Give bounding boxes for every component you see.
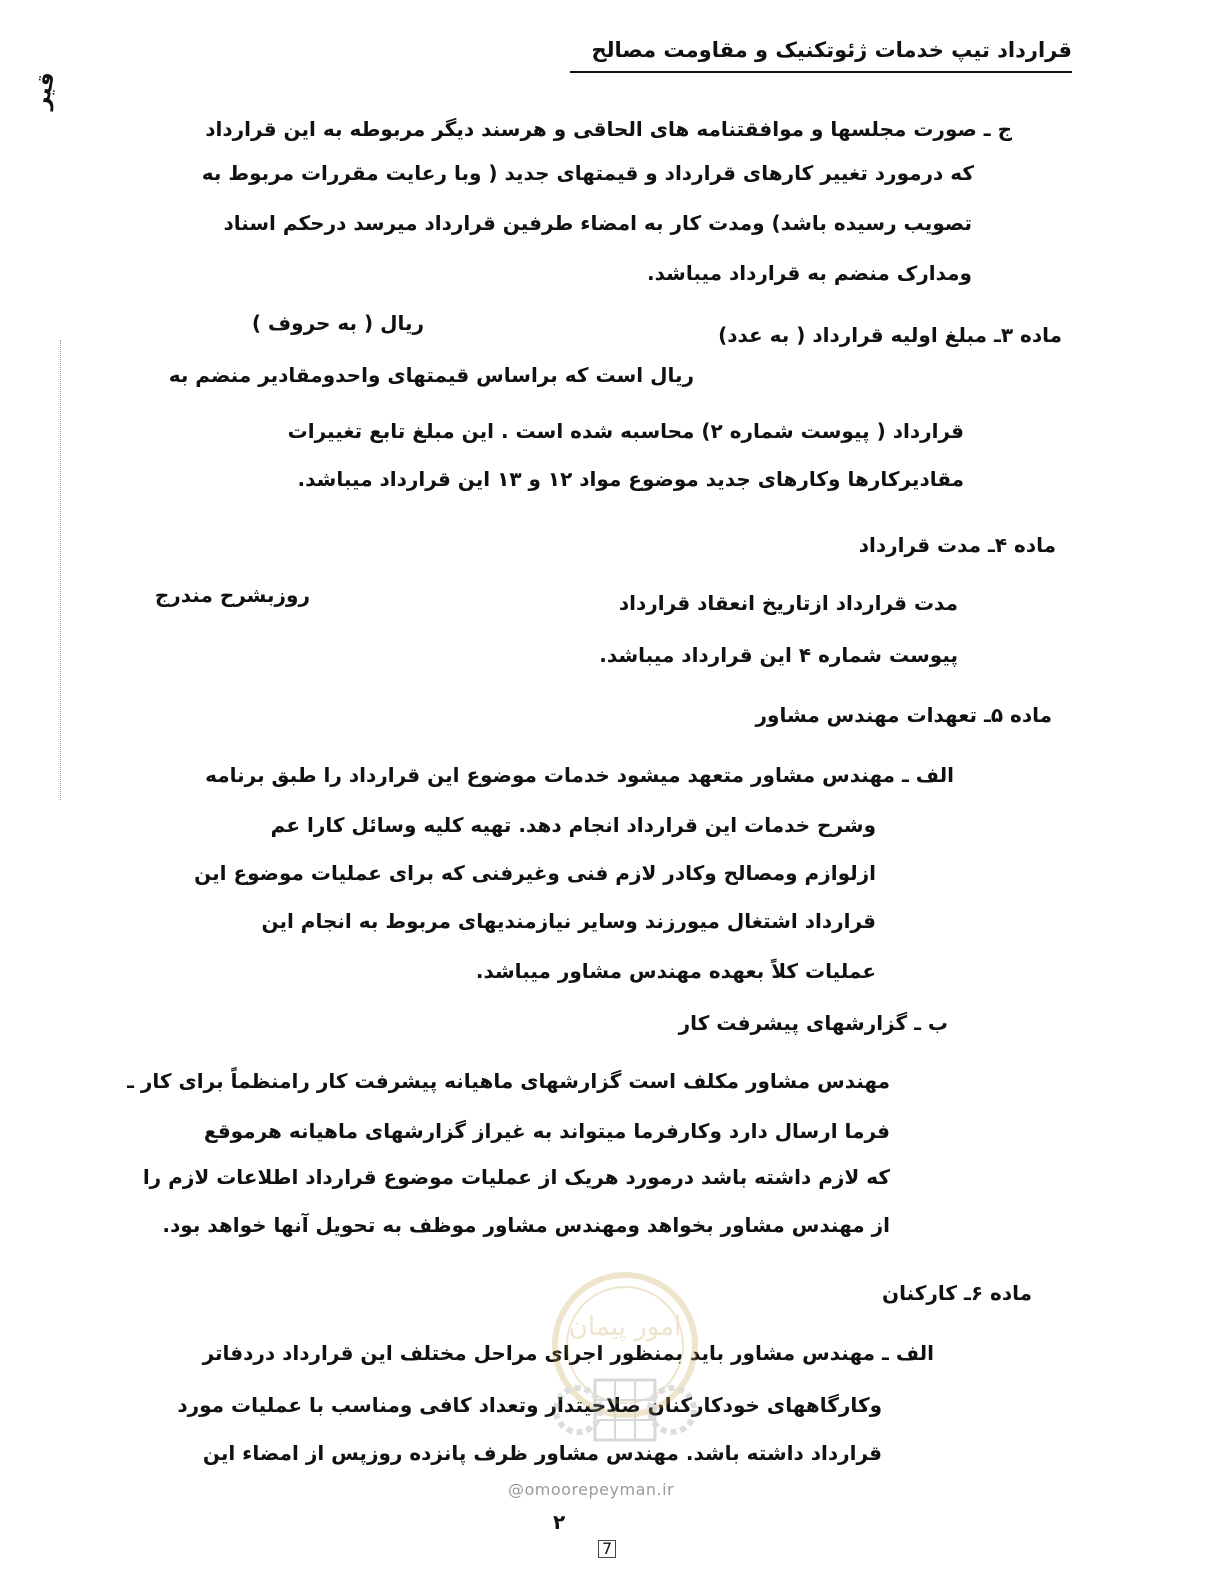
page-number: ۲ xyxy=(553,1510,566,1534)
text-line: ریال ( به حروف ) xyxy=(251,311,424,335)
text-line: ریال است که براساس قیمتهای واحدومقادیر منضم به xyxy=(168,363,694,387)
text-line: قرارداد اشتغال میورزند وسایر نیازمندیهای مربوط به انجام این xyxy=(261,909,876,933)
text-line: که لازم داشته باشد درمورد هریک از عملیات موضوع قرارداد اطلاعات لازم را xyxy=(142,1165,890,1189)
text-line: عملیات کلاً بعهده مهندس مشاور میباشد. xyxy=(475,959,876,983)
article-heading: ماده ۵ـ تعهدات مهندس مشاور xyxy=(755,703,1052,727)
header-underline xyxy=(570,71,1072,73)
text-line: روزبشرح مندرج xyxy=(154,583,310,607)
text-line: پیوست شماره ۴ این قرارداد میباشد. xyxy=(599,643,958,667)
text-line: مدت قرارداد ازتاریخ انعقاد قرارداد xyxy=(618,591,958,615)
sub-heading: ب ـ گزارشهای پیشرفت کار xyxy=(678,1011,948,1035)
text-line: که درمورد تغییر کارهای قرارداد و قیمتهای جدید ( وبا رعایت مقررات مربوط به xyxy=(201,161,974,185)
margin-handwritten-mark: قیر xyxy=(29,70,61,111)
article-heading: ماده ۴ـ مدت قرارداد xyxy=(858,533,1056,557)
text-line: قرارداد داشته باشد. مهندس مشاور ظرف پانزده روزپس از امضاء این xyxy=(202,1441,882,1465)
page-number-boxed: 7 xyxy=(598,1540,616,1558)
watermark-logo xyxy=(540,1260,710,1490)
document-header-title: قرارداد تیپ خدمات ژئوتکنیک و مقاومت مصالح xyxy=(591,38,1072,62)
text-line: ج ـ صورت مجلسها و موافقتنامه های الحاقی و هرسند دیگر مربوطه به این قرارداد xyxy=(205,117,1012,141)
watermark-site: @omoorepeyman.ir xyxy=(508,1480,675,1499)
text-line: الف ـ مهندس مشاور متعهد میشود خدمات موضوع این قرارداد را طبق برنامه xyxy=(205,763,954,787)
article-heading: ماده ۳ـ مبلغ اولیه قرارداد ( به عدد) xyxy=(718,323,1062,347)
text-line: مهندس مشاور مکلف است گزارشهای ماهیانه پیشرفت کار رامنظماً برای کار ـ xyxy=(127,1069,890,1093)
text-line: وشرح خدمات این قرارداد انجام دهد. تهیه کلیه وسائل کارا عم xyxy=(270,813,876,837)
text-line: از مهندس مشاور بخواهد ومهندس مشاور موظف به تحویل آنها خواهد بود. xyxy=(162,1213,890,1237)
text-line: فرما ارسال دارد وکارفرما میتواند به غیراز گزارشهای ماهیانه هرموقع xyxy=(203,1119,890,1143)
text-line: قرارداد ( پیوست شماره ۲) محاسبه شده است . این مبلغ تابع تغییرات xyxy=(287,419,964,443)
text-line: ومدارک منضم به قرارداد میباشد. xyxy=(647,261,972,285)
text-line: مقادیرکارها وکارهای جدید موضوع مواد ۱۲ و ۱۳ این قرارداد میباشد. xyxy=(297,467,964,491)
article-heading: ماده ۶ـ کارکنان xyxy=(882,1281,1032,1305)
text-line: وکارگاههای خودکارکنان صلاحیتدار وتعداد کافی ومناسب با عملیات مورد xyxy=(177,1393,882,1417)
text-line: الف ـ مهندس مشاور باید بمنظور اجرای مراحل مختلف این قرارداد دردفاتر xyxy=(202,1341,934,1365)
watermark-text: امور پیمان xyxy=(568,1312,682,1342)
text-line: ازلوازم ومصالح وکادر لازم فنی وغیرفنی که برای عملیات موضوع این xyxy=(194,861,876,885)
text-line: تصویب رسیده باشد) ومدت کار به امضاء طرفین قرارداد میرسد درحکم اسناد xyxy=(223,211,972,235)
scan-artifact xyxy=(60,340,63,800)
